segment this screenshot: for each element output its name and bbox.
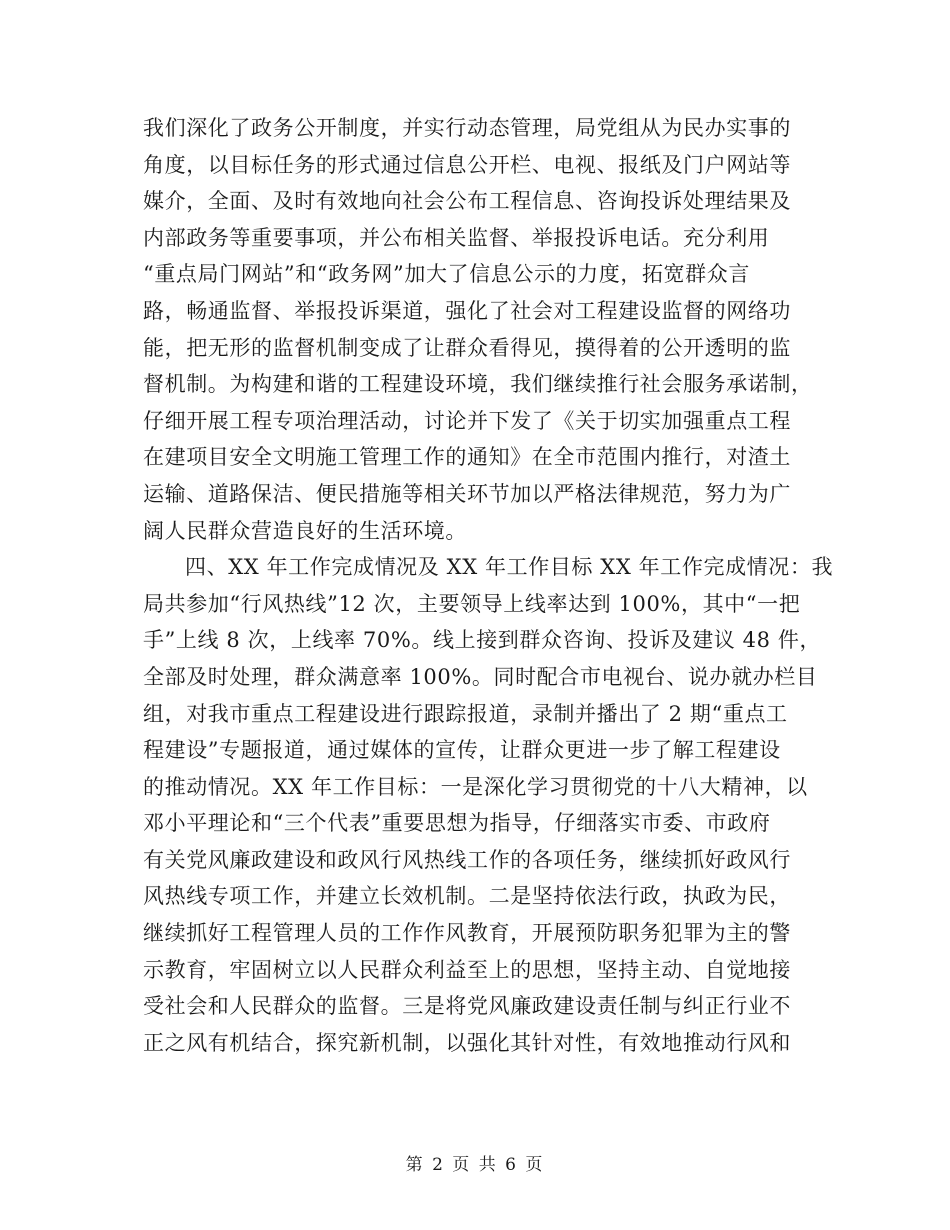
text-line: 的推动情况。XX 年工作目标：一是深化学习贯彻党的十八大精神，以 [143,774,808,799]
text-line: 局共参加“行风热线”12 次，主要领导上线率达到 100%，其中“一把 [143,591,801,616]
text-line: 程建设”专题报道，通过媒体的宣传，让群众更进一步了解工程建设 [143,738,781,763]
text-line: 角度，以目标任务的形式通过信息公开栏、电视、报纸及门户网站等 [143,152,791,177]
text-line: 阔人民群众营造良好的生活环境。 [143,518,467,543]
text-line: 继续抓好工程管理人员的工作作风教育，开展预防职务犯罪为主的警 [143,921,791,946]
document-body [143,110,834,1061]
text-line: 能，把无形的监督机制变成了让群众看得见，摸得着的公开透明的监 [143,335,791,360]
text-line: 路，畅通监督、举报投诉渠道，强化了社会对工程建设监督的网络功 [143,298,791,323]
text-line: 我们深化了政务公开制度，并实行动态管理，局党组从为民办实事的 [143,116,791,140]
text-line: 在建项目安全文明施工管理工作的通知》在全市范围内推行，对渣土 [143,445,791,470]
text-line: 督机制。为构建和谐的工程建设环境，我们继续推行社会服务承诺制， [143,372,813,397]
text-line: 示教育，牢固树立以人民群众利益至上的思想，坚持主动、自觉地接 [143,957,791,982]
text-line: “重点局门网站”和“政务网”加大了信息公示的力度，拓宽群众言 [143,262,750,287]
page-number-footer: 第 2 页 共 6 页 [405,1155,545,1175]
text-line: 运输、道路保洁、便民措施等相关环节加以严格法律规范，努力为广 [143,481,791,506]
text-line: 正之风有机结合，探究新机制，以强化其针对性，有效地推动行风和 [143,1030,791,1055]
text-line: 仔细开展工程专项治理活动，讨论并下发了《关于切实加强重点工程 [143,408,791,433]
text-line: 有关党风廉政建设和政风行风热线工作的各项任务，继续抓好政风行 [143,847,791,872]
text-line: 风热线专项工作，并建立长效机制。二是坚持依法行政，执政为民， [143,884,791,909]
text-line: 全部及时处理，群众满意率 100%。同时配合市电视台、说办就办栏目 [143,664,818,689]
text-line: 组，对我市重点工程建设进行跟踪报道，录制并播出了 2 期“重点工 [143,701,788,726]
paragraph-start-line: 四、XX 年工作完成情况及 XX 年工作目标 XX 年工作完成情况：我 [185,555,834,580]
text-line: 受社会和人民群众的监督。三是将党风廉政建设责任制与纠正行业不 [143,994,791,1019]
text-line: 内部政务等重要事项，并公布相关监督、举报投诉电话。充分利用 [143,225,770,250]
text-line: 手”上线 8 次，上线率 70%。线上接到群众咨询、投诉及建议 48 件， [143,628,822,653]
text-line: 媒介，全面、及时有效地向社会公布工程信息、咨询投诉处理结果及 [143,189,791,214]
text-line: 邓小平理论和“三个代表”重要思想为指导，仔细落实市委、市政府 [143,811,771,836]
